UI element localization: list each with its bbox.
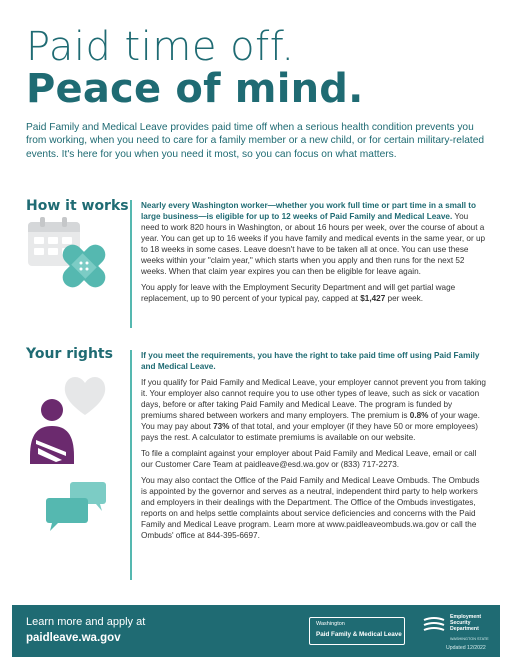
weekly-cap-amount: $1,427	[360, 294, 386, 303]
footer-banner	[12, 605, 500, 657]
how-it-works-pay-text: You apply for leave with the Employment Security Department and will get partial wage replacement, up to 90 percent of your typical pay, capped at	[141, 283, 456, 303]
esd-logo-subtitle: WASHINGTON STATE	[450, 637, 489, 641]
esd-line-2: Security	[450, 620, 471, 626]
footer-website-link[interactable]: paidleave.wa.gov	[26, 632, 121, 644]
headline-line-2: Peace of mind.	[26, 66, 364, 112]
premium-rate: 0.8%	[409, 411, 429, 420]
esd-logo-icon	[422, 616, 446, 636]
esd-logo-text	[450, 614, 481, 632]
esd-line-3: Department	[450, 626, 479, 632]
ombuds-paragraph: You may also contact the Office of the Paid Family and Medical Leave Ombuds. The Ombuds is appointed by the governor and serves as a neutral, independent third party to help workers and employers in their dealings with the Department. The Office of the Ombuds investigates, reports on and helps settle complaints about service deficiencies and concerns with the Paid Family and Medical Leave program. Learn more at www.paidleaveombuds.wa.gov or call the Ombuds' office at 844-395-6697.	[141, 476, 480, 540]
worker-share: 73%	[213, 422, 230, 431]
bandage-icon	[54, 236, 114, 296]
your-rights-lead: If you meet the requirements, you have the right to take paid time off using Paid Family and Medical Leave.	[141, 351, 480, 371]
your-rights-paragraph-1	[141, 377, 486, 443]
esd-line-1: Employment	[450, 614, 482, 620]
pfml-logo	[309, 617, 405, 645]
section-divider	[130, 200, 132, 328]
how-it-works-text: You need to work 820 hours in Washington, or about 16 hours per week, over the course of about a year. You can get up to 16 weeks if you have family and medical events in the same year, or up to 18 weeks in some cases. Leave doesn't have to be taken all at once. You can use these weeks within your "claim year," which starts when you apply and then runs for the next 52 weeks. When that claim year expires you can then be eligible for leave again.	[141, 212, 486, 276]
updated-date: Updated 12/2022	[446, 645, 486, 651]
section-title-how-it-works: How it works	[26, 198, 129, 214]
complaint-paragraph: To file a complaint against your employer about Paid Family and Medical Leave, email or call our Customer Care Team at paidleave@esd.wa.gov or (833) 717-2273.	[141, 449, 477, 469]
how-it-works-pay-suffix: per week.	[385, 294, 424, 303]
how-it-works-paragraph-1	[141, 200, 486, 277]
section-divider	[130, 350, 132, 580]
premium-share-text: of your wage. You may pay about	[141, 411, 480, 431]
intro-paragraph: Paid Family and Medical Leave provides paid time off when a serious health condition prevents you from working, when you need to care for a family member or a new child, or for certain military-related events. It's here for you when you need it most, so you can focus on what matters.	[26, 122, 485, 160]
pfml-logo-name: Paid Family & Medical Leave	[316, 631, 402, 638]
section-title-your-rights: Your rights	[26, 346, 113, 362]
premium-text: If you qualify for Paid Family and Medical Leave, your employer cannot prevent you from taking it. Your employer also cannot require you to use other types of leave, such as sick or vacation days, before or after taking Paid Family and Medical Leave. The program is funded by premiums shared between workers and many employers. The premium is	[141, 378, 486, 420]
chat-bubble-icon	[46, 498, 88, 532]
person-with-sling-icon	[26, 394, 78, 482]
how-it-works-paragraph-2	[141, 282, 486, 304]
your-rights-body	[141, 350, 486, 546]
how-it-works-lead: Nearly every Washington worker—whether you work full time or part time in a small to large business—is eligible for up to 12 weeks of Paid Family and Medical Leave.	[141, 201, 477, 221]
pfml-logo-state: Washington	[316, 621, 345, 627]
premium-rest-text: of that total, and your employer (if they have 50 or more employees) pays the rest. A calculator to estimate premiums is available on our website.	[141, 422, 478, 442]
footer-cta-text: Learn more and apply at	[26, 616, 146, 628]
headline-line-1: Paid time off.	[26, 24, 295, 70]
how-it-works-body	[141, 200, 486, 309]
